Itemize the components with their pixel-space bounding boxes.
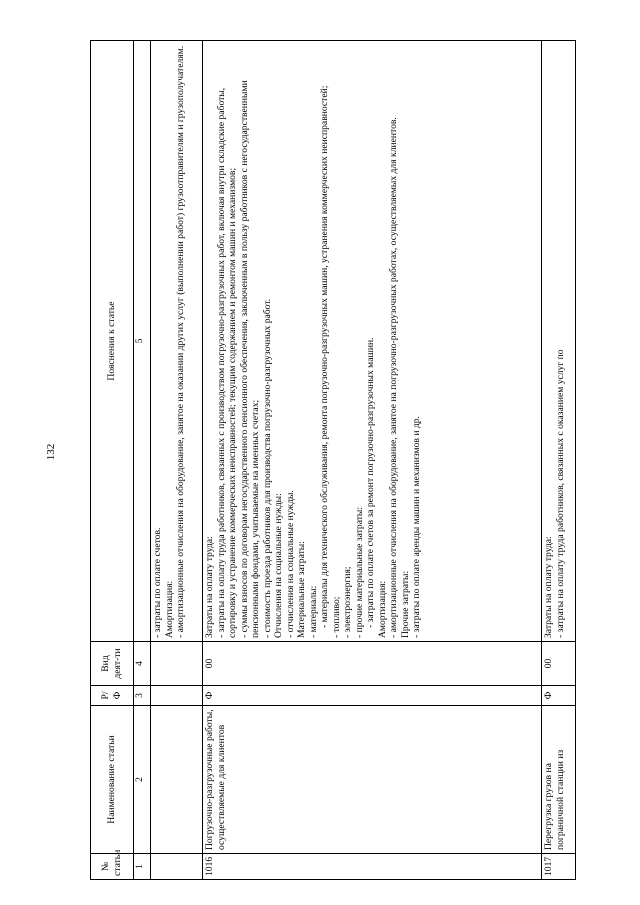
explanation-line: Затраты на оплату труда:: [543, 536, 554, 638]
header-explanations: Пояснения к статье: [91, 41, 134, 642]
cost-items-table: [90, 40, 576, 880]
explanation-cell: [542, 41, 576, 642]
page-number: 132: [45, 443, 57, 461]
header-item-number: № статьи: [91, 854, 134, 880]
explanation-line: - топливо;: [330, 596, 342, 638]
explanation-line: - затраты по оплате аренды машин и механизмов и др.: [411, 416, 423, 638]
activity-kind-cell: [151, 642, 203, 686]
explanation-line: - материалы:: [307, 585, 319, 638]
explanation-line: Амортизация:: [163, 580, 175, 638]
explanation-line: - электроэнергия;: [342, 566, 354, 638]
column-number: 5: [133, 41, 150, 642]
explanation-line: - прочие материальные затраты:: [353, 506, 365, 638]
rotated-page: [90, 40, 576, 880]
item-number-cell: [151, 854, 203, 880]
item-name-cell: Погрузочно-разгрузочные работы, осуществляемые для клиентов: [203, 706, 542, 854]
explanation-line: Прочие затраты:: [399, 570, 411, 638]
explanation-line: - амортизационные отчисления на оборудование, занятое на оказании других услуг (выполнении работ) грузоотправителям и грузополучателям.: [175, 45, 187, 638]
explanation-line: - суммы взносов по договорам негосударственного пенсионного обеспечения, заключенным в пользу работников с негосударственными пенсионными фондами, учитываемые на именных счетах;: [238, 80, 262, 638]
header-item-name: Наименование статьи: [91, 706, 134, 854]
explanation-line: - амортизационные отчисления на оборудование, занятое на погрузочно-разгрузочных работах, осуществляемых для клиентов.: [388, 117, 400, 638]
activity-kind-cell: 00: [542, 642, 576, 686]
explanation-line: - затраты по оплате счетов.: [152, 527, 164, 638]
rf-cell: Ф: [203, 686, 542, 706]
column-number: 2: [133, 706, 150, 854]
item-number-cell: 1016: [203, 854, 542, 880]
header-activity-kind: Вид деят-ти: [91, 642, 134, 686]
column-numbers-row: [133, 41, 150, 880]
explanation-line: - затраты по оплате счетов за ремонт погрузочно-разгрузочных машин.: [365, 337, 377, 628]
explanation-line: - стоимость проезда работников для производства погрузочно-разгрузочных работ.: [261, 298, 273, 638]
explanation-line: - затраты на оплату труда работников, связанных с производством погрузочно-разгрузочных работ, включая внутри складские работы, сортировку и устранение коммерческих неисправностей; текущим содержанием и ремонтом машин и механизмов;: [215, 87, 239, 638]
explanation-line: Материальные затраты:: [296, 541, 308, 638]
column-number: 4: [133, 642, 150, 686]
item-name-cell: Перегрузка грузов на пограничной станции из: [542, 706, 576, 854]
explanation-line: - материалы для технического обслуживания, ремонта погрузочно-разгрузочных машин, устранения коммерческих неисправностей;: [319, 85, 331, 628]
activity-kind-cell: 00: [203, 642, 542, 686]
table-row: [151, 41, 203, 880]
table-row: [203, 41, 542, 880]
item-number-cell: 1017: [542, 854, 576, 880]
header-rf: Р/ Ф: [91, 686, 134, 706]
explanation-line: - затраты на оплату труда работников, связанных с оказанием услуг по: [554, 349, 566, 638]
explanation-line: Амортизация:: [376, 580, 388, 638]
explanation-cell: [203, 41, 542, 642]
rf-cell: Ф: [542, 686, 576, 706]
explanation-cell: [151, 41, 203, 642]
explanation-line: - отчисления на социальные нужды.: [284, 490, 296, 638]
rf-cell: [151, 686, 203, 706]
explanation-line: Затраты на оплату труда:: [204, 536, 216, 638]
table-row: [542, 41, 576, 880]
column-number: 1: [133, 854, 150, 880]
table-header-row: [91, 41, 134, 880]
explanation-line: Отчисления на социальные нужды:: [273, 493, 285, 638]
column-number: 3: [133, 686, 150, 706]
item-name-cell: [151, 706, 203, 854]
